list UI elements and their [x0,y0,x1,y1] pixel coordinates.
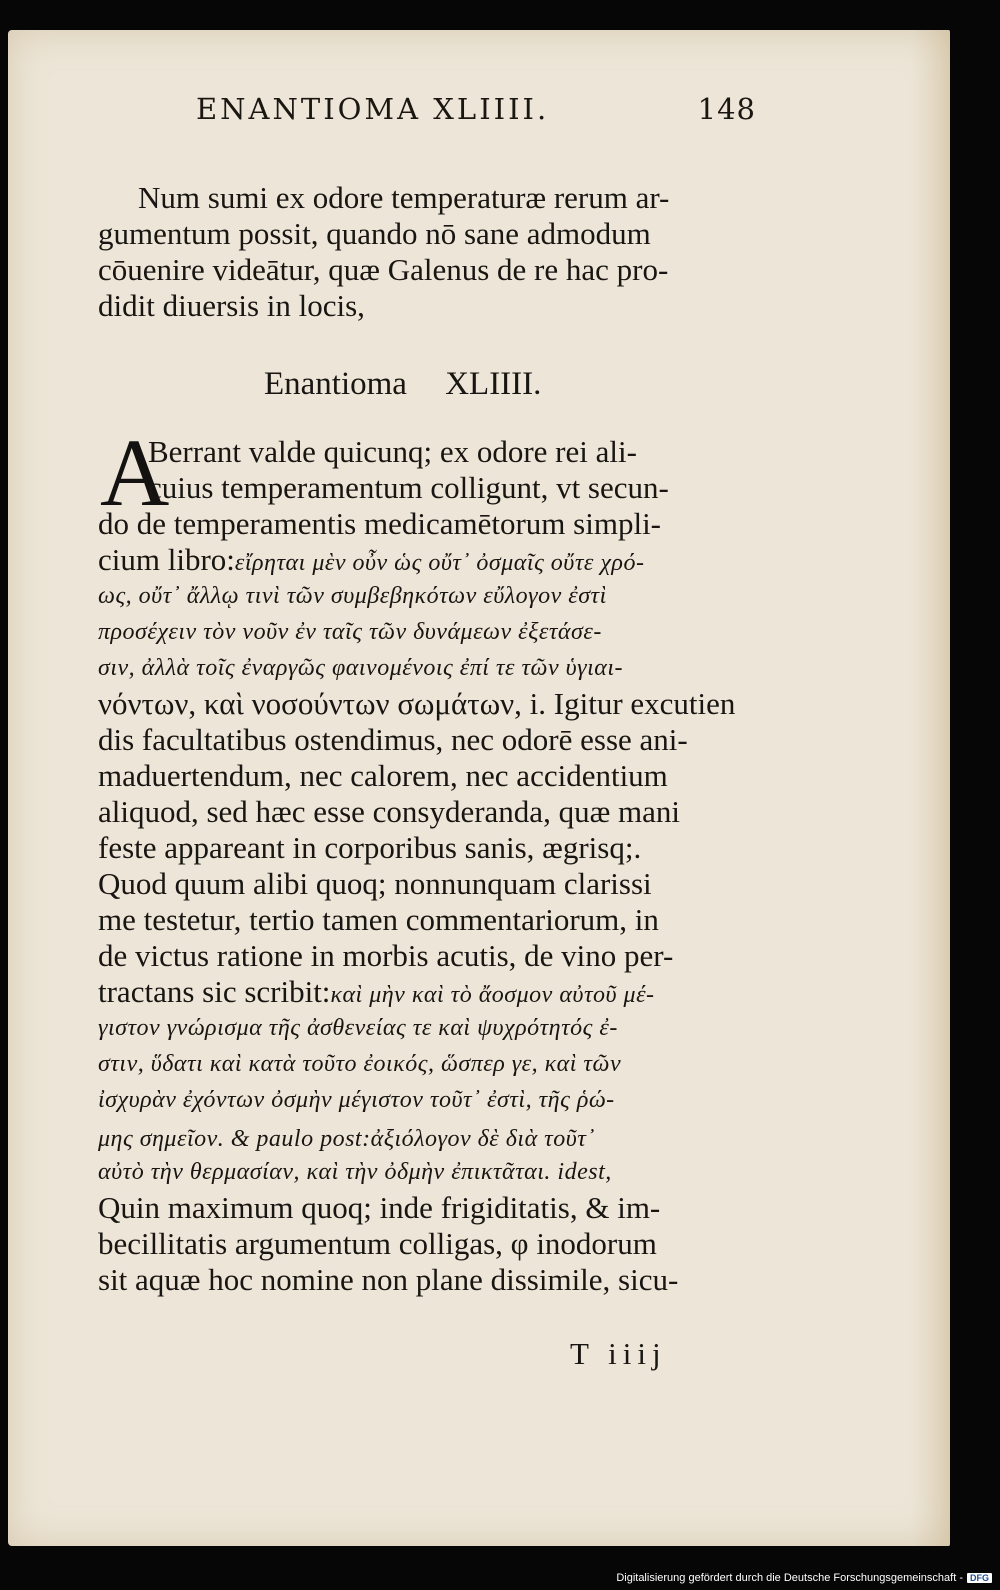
body-line: me testetur, tertio tamen commentariorum, in [98,902,659,937]
greek-quote: εἴρηται μὲν οὖν ὡς οὔτ᾽ ὀσμαῖς οὔτε χρό- [234,550,645,576]
footer-credit [616,1572,992,1584]
intro-paragraph [98,180,788,324]
intro-line: Num sumi ex odore temperaturæ rerum ar- [138,180,670,215]
body-line: νόντων, καὶ νοσούντων σωμάτων, i. Igitur excutien [98,686,736,721]
greek-line: γιστον γνώρισμα τῆς ἀσθενείας τε καὶ ψυχρότητός ἐ- [98,1015,618,1041]
intro-line: cōuenire videātur, quæ Galenus de re hac pro- [98,252,669,287]
greek-line: ἰσχυρὰν ἐχόντων ὀσμὴν μέγιστον τοῦτ᾽ ἐστὶ, τῆς ῥώ- [98,1087,615,1113]
running-head [196,92,756,126]
page-edge-stain [910,30,950,1546]
body-line: maduertendum, nec calorem, nec accidentium [98,758,668,793]
footer-text: Digitalisierung gefördert durch die Deutsche Forschungsgemeinschaft - [616,1572,963,1584]
body-line: Quod quum alibi quoq; nonnunquam clarissi [98,866,652,901]
body-line: becillitatis argumentum colligas, φ inodorum [98,1226,657,1261]
running-head-title: ENANTIOMA XLIIII. [196,92,550,126]
body-paragraph [98,419,788,1298]
intro-line: gumentum possit, quando nō sane admodum [98,216,651,251]
intro-line: didit diuersis in locis, [98,288,365,323]
body-line [98,1118,788,1154]
greek-line: αὐτὸ τὴν θερμασίαν, καὶ τὴν ὀδμὴν ἐπικτᾶται. idest, [98,1159,612,1185]
greek-line: ως, οὔτ᾽ ἄλλῳ τινὶ τῶν συμβεβηκότων εὔλογον ἐστὶ [98,583,607,609]
body-line: aliquod, sed hæc esse consyderanda, quæ mani [98,794,680,829]
body-line: do de temperamentis medicamētorum simpli- [98,506,662,541]
greek-quote: καὶ μὴν καὶ τὸ ἄοσμον αὐτοῦ μέ- [330,982,655,1008]
greek-fragment: μης σημεῖον. & paulo post: [98,1126,371,1152]
body-line: Quin maximum quoq; inde frigiditatis, & im- [98,1190,661,1225]
body-line: de victus ratione in morbis acutis, de vino per- [98,938,674,973]
book-page [8,30,950,1546]
greek-quote: ἀξιόλογον δὲ διὰ τοῦτ᾽ [370,1126,595,1152]
body-line: Berrant valde quicunq; ex odore rei ali- [148,434,637,469]
section-heading: Enantioma XLIIII. [264,366,542,402]
greek-line: σιν, ἀλλὰ τοῖς ἐναργῶς φαινομένοις ἐπί τε τῶν ὑγιαι- [98,655,624,681]
drop-cap: A [100,419,170,526]
body-line: feste appareant in corporibus sanis, ægrisq;. [98,830,642,865]
page-number: 148 [697,92,756,126]
body-line-latin: cium libro: [98,542,235,577]
body-line [98,542,788,578]
body-line: dis facultatibus ostendimus, nec odorē esse ani- [98,722,688,757]
greek-line: προσέχειν τὸν νοῦν ἐν ταῖς τῶν δυνάμεων ἐξετάσε- [98,619,602,645]
dfg-logo-icon: DFG [967,1573,992,1583]
body-line: cuius temperamentum colligunt, vt secun- [148,470,669,505]
signature-mark: T iiij [570,1336,667,1371]
body-line-latin: tractans sic scribit: [98,974,331,1009]
body-line: sit aquæ hoc nomine non plane dissimile, sicu- [98,1262,679,1297]
body-line [98,974,788,1010]
greek-line: στιν, ὕδατι καὶ κατὰ τοῦτο ἐοικός, ὥσπερ γε, καὶ τῶν [98,1051,622,1077]
